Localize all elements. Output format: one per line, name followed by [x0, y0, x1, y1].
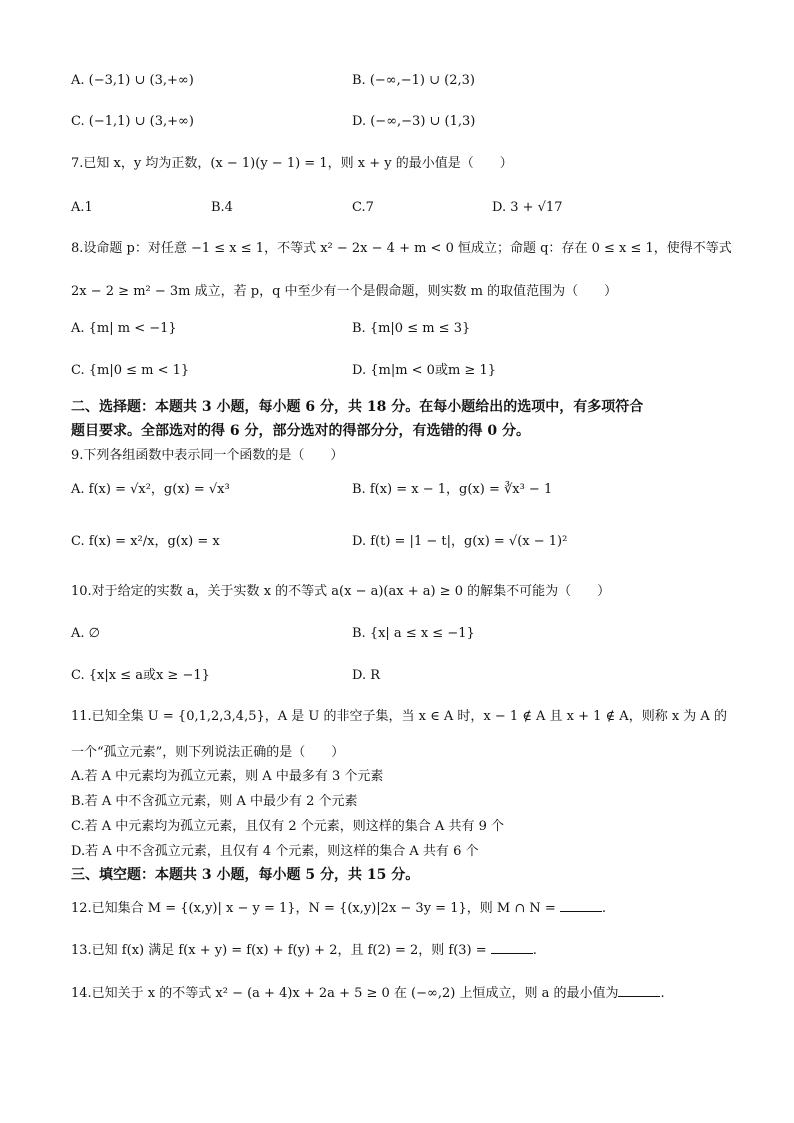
q9-stem: 9.下列各组函数中表示同一个函数的是（ ） [71, 448, 344, 463]
q14-answer-blank[interactable] [618, 984, 660, 997]
q14-tail: . [660, 986, 665, 1001]
q8-option-d: D. {m|m < 0或m ≥ 1} [352, 363, 496, 378]
q9-option-c: C. f(x) = x²/x，g(x) = x [71, 534, 220, 549]
q10-option-d: D. R [352, 668, 381, 683]
q9-option-a: A. f(x) = √x²，g(x) = √x³ [71, 482, 230, 497]
section2-heading-line2: 题目要求。全部选对的得 6 分，部分选对的得部分分，有选错的得 0 分。 [71, 423, 530, 439]
q14-stem: 14.已知关于 x 的不等式 x² − (a + 4)x + 2a + 5 ≥ 0 在 (−∞,2) 上恒成立，则 a 的最小值为 [71, 986, 619, 1001]
q13-tail: . [532, 943, 537, 958]
q11-stem-line1: 11.已知全集 U = {0,1,2,3,4,5}，A 是 U 的非空子集，当 x ∈ A 时，x − 1 ∉ A 且 x + 1 ∉ A，则称 x 为 A 的 [71, 709, 727, 724]
q11-option-b: B.若 A 中不含孤立元素，则 A 中最少有 2 个元素 [71, 794, 358, 809]
q12-answer-blank[interactable] [560, 899, 602, 912]
section3-heading: 三、填空题：本题共 3 小题，每小题 5 分，共 15 分。 [71, 867, 420, 883]
q8-option-c: C. {m|0 ≤ m < 1} [71, 363, 190, 378]
q7-option-b: B.4 [211, 200, 233, 215]
q8-stem-line1: 8.设命题 p：对任意 −1 ≤ x ≤ 1，不等式 x² − 2x − 4 + m < 0 恒成立；命题 q：存在 0 ≤ x ≤ 1，使得不等式 [71, 241, 732, 256]
q10-stem: 10.对于给定的实数 a，关于实数 x 的不等式 a(x − a)(ax + a) ≥ 0 的解集不可能为（ ） [71, 584, 611, 599]
q14-line [71, 984, 665, 1003]
q12-tail: . [601, 901, 607, 916]
q8-option-b: B. {m|0 ≤ m ≤ 3} [352, 321, 471, 336]
q11-option-c: C.若 A 中元素均为孤立元素，且仅有 2 个元素，则这样的集合 A 共有 9 个 [71, 819, 504, 834]
section2-heading-line1: 二、选择题：本题共 3 小题，每小题 6 分，共 18 分。在每小题给出的选项中，有多项符合 [71, 399, 644, 415]
q10-option-c: C. {x|x ≤ a或x ≥ −1} [71, 668, 210, 683]
q11-option-a: A.若 A 中元素均为孤立元素，则 A 中最多有 3 个元素 [71, 769, 384, 784]
q13-answer-blank[interactable] [491, 941, 533, 954]
q6-option-d: D. (−∞,−3) ∪ (1,3) [352, 114, 476, 129]
q7-option-a: A.1 [71, 200, 93, 215]
q9-option-b: B. f(x) = x − 1，g(x) = ∛x³ − 1 [352, 482, 553, 497]
q13-line [71, 941, 537, 960]
q9-option-d: D. f(t) = |1 − t|，g(x) = √(x − 1)² [352, 534, 568, 549]
q11-option-d: D.若 A 中不含孤立元素，且仅有 4 个元素，则这样的集合 A 共有 6 个 [71, 844, 479, 859]
q13-stem: 13.已知 f(x) 满足 f(x + y) = f(x) + f(y) + 2，且 f(2) = 2，则 f(3) = [71, 943, 487, 958]
q10-option-a: A. ∅ [71, 626, 100, 641]
q7-stem: 7.已知 x，y 均为正数，(x − 1)(y − 1) = 1，则 x + y 的最小值是（ ） [71, 156, 513, 171]
q11-stem-line2: 一个“孤立元素”，则下列说法正确的是（ ） [71, 745, 345, 760]
q8-stem-line2: 2x − 2 ≥ m² − 3m 成立，若 p，q 中至少有一个是假命题，则实数 m 的取值范围为（ ） [71, 284, 618, 299]
q12-line [71, 899, 606, 918]
q6-option-b: B. (−∞,−1) ∪ (2,3) [352, 73, 475, 88]
q6-option-a: A. (−3,1) ∪ (3,+∞) [71, 73, 194, 88]
q12-stem: 12.已知集合 M = {(x,y)| x − y = 1}，N = {(x,y)|2x − 3y = 1}，则 M ∩ N = [71, 901, 556, 916]
q7-option-d: D. 3 + √17 [492, 200, 563, 215]
q7-option-c: C.7 [352, 200, 374, 215]
q6-option-c: C. (−1,1) ∪ (3,+∞) [71, 114, 194, 129]
q8-option-a: A. {m| m < −1} [71, 321, 177, 336]
q10-option-b: B. {x| a ≤ x ≤ −1} [352, 626, 475, 641]
